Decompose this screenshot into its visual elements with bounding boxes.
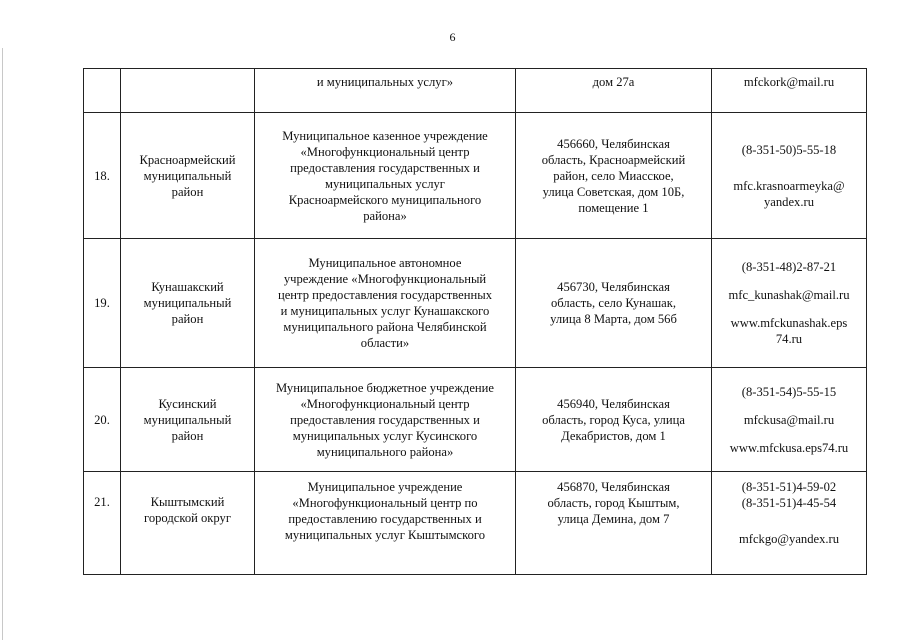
organization-line: муниципального района» bbox=[316, 444, 454, 459]
address-line: 456940, Челябинская bbox=[557, 396, 670, 411]
organization-line: муниципального района Челябинской bbox=[283, 320, 487, 334]
scan-edge-line bbox=[2, 48, 3, 640]
address-line: Декабристов, дом 1 bbox=[561, 428, 666, 443]
address-cell bbox=[516, 368, 712, 472]
municipality-cell bbox=[121, 239, 255, 368]
municipality-cell bbox=[121, 472, 255, 575]
email: mfckork@mail.ru bbox=[743, 75, 835, 89]
contacts-cell bbox=[712, 368, 867, 472]
municipality-line: Кусинский bbox=[158, 396, 217, 411]
address-line: улица 8 Марта, дом 56б bbox=[550, 312, 677, 326]
organization-line: центр предоставления государственных bbox=[277, 288, 493, 302]
organization-line: и муниципальных услуг» bbox=[316, 75, 454, 89]
municipality-line: район bbox=[171, 428, 204, 443]
organization-line: муниципальных услуг Кыштымского bbox=[284, 528, 486, 542]
organization-line: муниципальных услуг bbox=[325, 176, 445, 191]
organization-cell bbox=[255, 69, 516, 113]
organization-line: Красноармейского муниципального bbox=[288, 192, 482, 207]
address-line: 456660, Челябинская bbox=[557, 136, 670, 151]
address-line: область, Красноармейский bbox=[541, 152, 686, 167]
email: mfc.krasnoarmeyka@ bbox=[733, 178, 845, 193]
municipality-line: Кыштымский bbox=[150, 495, 225, 509]
organization-line: «Многофункциональный центр bbox=[300, 396, 470, 411]
table-row bbox=[84, 239, 867, 368]
municipality-line: район bbox=[171, 184, 204, 199]
table-row bbox=[84, 472, 867, 575]
organization-line: предоставления государственных и bbox=[290, 412, 480, 427]
organization-line: предоставления государственных и bbox=[290, 160, 480, 175]
contacts-cell bbox=[712, 239, 867, 368]
row-number: 19. bbox=[84, 239, 121, 368]
municipality-cell bbox=[121, 69, 255, 113]
mfc-table bbox=[83, 68, 867, 575]
organization-cell bbox=[255, 239, 516, 368]
phone: (8-351-54)5-55-15 bbox=[741, 384, 837, 399]
address-line: район, село Миасское, bbox=[553, 168, 674, 183]
municipality-line: муниципальный bbox=[143, 412, 232, 427]
address-line: дом 27а bbox=[592, 75, 635, 89]
organization-cell bbox=[255, 472, 516, 575]
address-cell bbox=[516, 69, 712, 113]
organization-line: Муниципальное учреждение bbox=[307, 480, 463, 494]
address-cell bbox=[516, 239, 712, 368]
organization-line: «Многофункциональный центр bbox=[300, 144, 470, 159]
municipality-cell bbox=[121, 368, 255, 472]
municipality-line: Кунашакский bbox=[151, 280, 224, 294]
page-number: 6 bbox=[449, 30, 456, 44]
organization-line: района» bbox=[363, 208, 407, 223]
row-number bbox=[84, 69, 121, 113]
organization-line: учреждение «Многофункциональный bbox=[283, 272, 487, 286]
organization-line: «Многофункциональный центр по bbox=[292, 496, 478, 510]
municipality-line: район bbox=[171, 312, 204, 326]
contacts-cell bbox=[712, 113, 867, 239]
row-number: 18. bbox=[84, 113, 121, 239]
organization-line: и муниципальных услуг Кунашакского bbox=[280, 304, 490, 318]
address-cell bbox=[516, 472, 712, 575]
phone: (8-351-51)4-45-54 bbox=[741, 496, 837, 510]
email: mfckgo@yandex.ru bbox=[738, 532, 840, 546]
address-line: 456870, Челябинская bbox=[557, 480, 670, 494]
organization-line: области» bbox=[360, 336, 410, 350]
address-line: улица Демина, дом 7 bbox=[557, 512, 670, 526]
address-cell bbox=[516, 113, 712, 239]
address-line: помещение 1 bbox=[578, 200, 649, 215]
municipality-line: Красноармейский bbox=[139, 152, 236, 167]
table-row bbox=[84, 69, 867, 113]
organization-line: предоставлению государственных и bbox=[288, 512, 482, 526]
organization-cell bbox=[255, 368, 516, 472]
municipality-cell bbox=[121, 113, 255, 239]
website: www.mfckunashak.eps bbox=[730, 316, 848, 330]
email: yandex.ru bbox=[763, 194, 814, 209]
contacts-cell bbox=[712, 472, 867, 575]
phone: (8-351-50)5-55-18 bbox=[741, 142, 837, 157]
email: mfc_kunashak@mail.ru bbox=[728, 288, 850, 302]
municipality-line: городской округ bbox=[143, 511, 232, 525]
organization-cell bbox=[255, 113, 516, 239]
phone: (8-351-51)4-59-02 bbox=[741, 480, 837, 494]
organization-line: муниципальных услуг Кусинского bbox=[292, 428, 478, 443]
address-line: область, город Куса, улица bbox=[542, 412, 685, 427]
address-line: область, село Кунашак, bbox=[550, 296, 677, 310]
row-number: 21. bbox=[84, 472, 121, 575]
address-line: 456730, Челябинская bbox=[557, 280, 670, 294]
table-row bbox=[84, 368, 867, 472]
table-row bbox=[84, 113, 867, 239]
organization-line: Муниципальное автономное bbox=[308, 256, 462, 270]
website: 74.ru bbox=[775, 332, 803, 346]
organization-line: Муниципальное казенное учреждение bbox=[282, 128, 488, 143]
municipality-line: муниципальный bbox=[143, 168, 232, 183]
municipality-line: муниципальный bbox=[143, 296, 232, 310]
address-line: улица Советская, дом 10Б, bbox=[542, 184, 685, 199]
phone: (8-351-48)2-87-21 bbox=[741, 260, 837, 274]
organization-line: Муниципальное бюджетное учреждение bbox=[276, 380, 494, 395]
address-line: область, город Кыштым, bbox=[547, 496, 680, 510]
website: www.mfckusa.eps74.ru bbox=[729, 440, 849, 455]
row-number: 20. bbox=[84, 368, 121, 472]
email: mfckusa@mail.ru bbox=[743, 412, 835, 427]
contacts-cell bbox=[712, 69, 867, 113]
